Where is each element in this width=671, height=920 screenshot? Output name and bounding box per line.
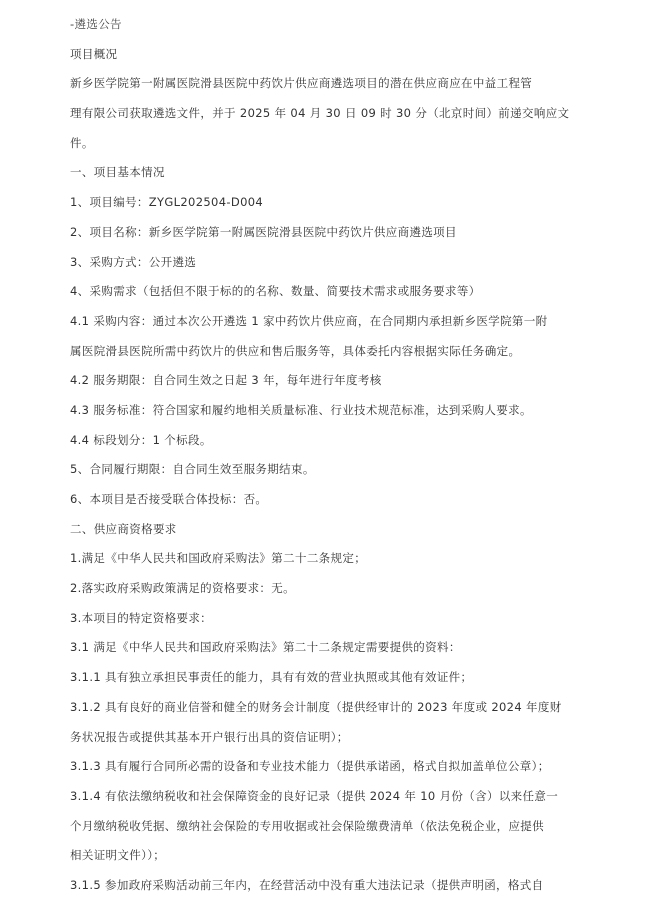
paragraph-line: 3.1.1 具有独立承担民事责任的能力，具有有效的营业执照或其他有效证件；: [70, 670, 473, 685]
paragraph-line: 3.1.3 具有履行合同所必需的设备和专业技术能力（提供承诺函，格式自拟加盖单位公章）；: [70, 759, 550, 774]
paragraph-line: 3.本项目的特定资格要求：: [70, 610, 213, 625]
paragraph-line: 个月缴纳税收凭据、缴纳社会保险的专用收据或社会保险缴费清单（依法免税企业，应提供: [70, 818, 544, 833]
paragraph-line: 件。: [70, 135, 94, 150]
paragraph-line: 3.1 满足《中华人民共和国政府采购法》第二十二条规定需要提供的资料：: [70, 640, 461, 655]
paragraph-line: 1.满足《中华人民共和国政府采购法》第二十二条规定；: [70, 551, 367, 566]
announcement-title: -遴选公告: [70, 17, 122, 31]
paragraph-line: 1、项目编号：ZYGL202504-D004: [70, 195, 264, 210]
paragraph-line: 相关证明文件））；: [70, 848, 166, 863]
paragraph-line: 4.2 服务期限：自合同生效之日起 3 年，每年进行年度考核: [70, 373, 382, 388]
section-heading: 二、供应商资格要求: [70, 521, 177, 536]
section-heading: 项目概况: [70, 46, 118, 61]
paragraph-line: 4.1 采购内容：通过本次公开遴选 1 家中药饮片供应商，在合同期内承担新乡医学院第一附: [70, 313, 548, 328]
paragraph-line: 理有限公司获取遴选文件，并于 2025 年 04 月 30 日 09 时 30 分（北京时间）前递交响应文: [70, 106, 570, 121]
announcement-document: [70, 10, 608, 901]
paragraph-line: 属医院滑县医院所需中药饮片的供应和售后服务等，具体委托内容根据实际任务确定。: [70, 343, 521, 358]
paragraph-line: 务状况报告或提供其基本开户银行出具的资信证明）；: [70, 729, 349, 744]
paragraph-line: 5、合同履行期限：自合同生效至服务期结束。: [70, 462, 315, 477]
paragraph-line: 6、本项目是否接受联合体投标：否。: [70, 492, 268, 506]
paragraph-line: 4.4 标段划分：1 个标段。: [70, 432, 212, 447]
paragraph-line: 3.1.5 参加政府采购活动前三年内，在经营活动中没有重大违法记录（提供声明函，格式自: [70, 877, 544, 892]
paragraph-line: 4.3 服务标准：符合国家和履约地相关质量标准、行业技术规范标准，达到采购人要求。: [70, 402, 532, 417]
paragraph-line: 3.1.4 有依法缴纳税收和社会保障资金的良好记录（提供 2024 年 10 月份（含）以来任意一: [70, 788, 559, 803]
paragraph-line: 2、项目名称：新乡医学院第一附属医院滑县医院中药饮片供应商遴选项目: [70, 224, 457, 239]
section-heading: 一、项目基本情况: [70, 165, 165, 180]
paragraph-line: 3.1.2 具有良好的商业信誉和健全的财务会计制度（提供经审计的 2023 年度或 2024 年度财: [70, 699, 562, 714]
paragraph-line: 3、采购方式：公开遴选: [70, 254, 197, 269]
paragraph-line: 4、采购需求（包括但不限于标的的名称、数量、简要技术需求或服务要求等）: [70, 284, 481, 299]
paragraph-line: 2.落实政府采购政策满足的资格要求：无。: [70, 581, 295, 596]
paragraph-line: 新乡医学院第一附属医院滑县医院中药饮片供应商遴选项目的潜在供应商应在中益工程管: [70, 76, 533, 91]
